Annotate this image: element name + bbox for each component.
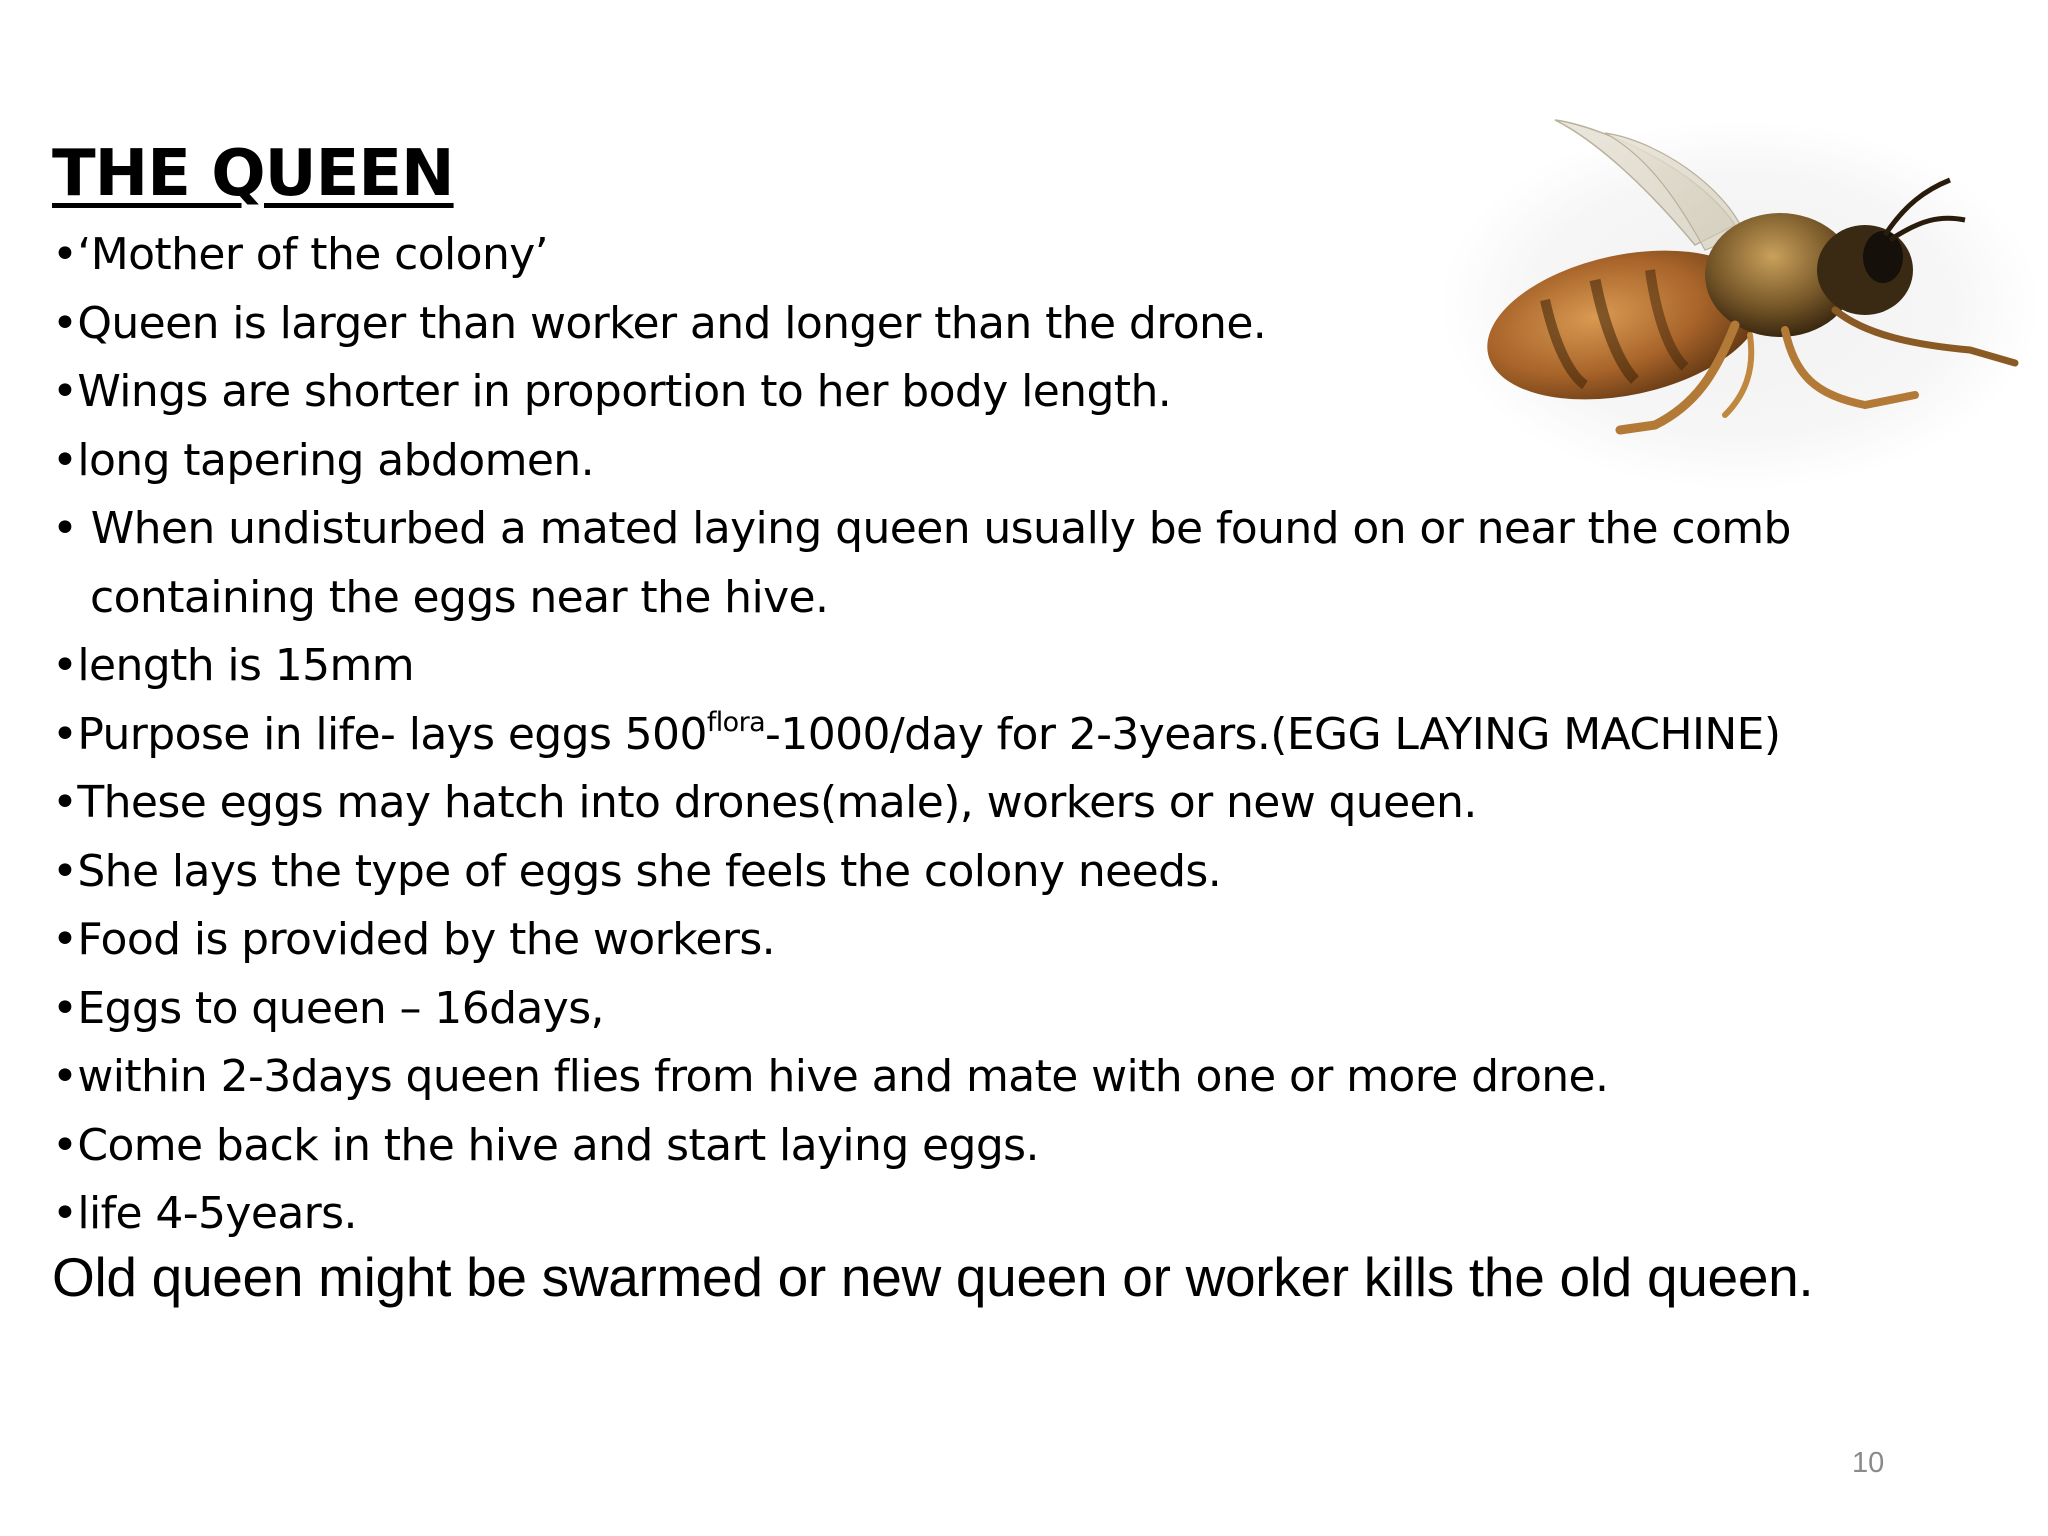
bullet-item: • When undisturbed a mated laying queen usually be found on or near the comb <box>52 503 1791 554</box>
egg-rate-prefix: •Purpose in life- lays eggs 500 <box>52 708 707 760</box>
bullet-item: •‘Mother of the colony’ <box>52 229 549 280</box>
slide-title: THE QUEEN <box>52 137 454 211</box>
egg-rate-suffix: -1000/day for 2-3years.(EGG LAYING MACHINE) <box>765 708 1781 760</box>
closing-line: Old queen might be swarmed or new queen or worker kills the old queen. <box>52 1246 1814 1308</box>
bullet-item: •Queen is larger than worker and longer than the drone. <box>52 297 1267 349</box>
queen-bee-photo-icon <box>1395 95 2045 495</box>
bullet-item: •long tapering abdomen. <box>52 434 594 486</box>
bullet-item: •She lays the type of eggs she feels the colony needs. <box>52 845 1222 897</box>
bullet-item: •These eggs may hatch into drones(male), workers or new queen. <box>52 777 1477 828</box>
bullet-item: •within 2-3days queen flies from hive and mate with one or more drone. <box>52 1051 1609 1102</box>
egg-rate-superscript: flora <box>706 706 766 738</box>
bullet-item: •life 4-5years. <box>52 1188 357 1239</box>
bullet-item: •Food is provided by the workers. <box>52 914 776 965</box>
bullet-item: •length is 15mm <box>52 640 415 691</box>
page-number: 10 <box>1852 1447 1885 1479</box>
bullet-item-egg-rate <box>52 701 2012 770</box>
bullet-item-continuation: containing the eggs near the hive. <box>90 571 829 623</box>
bullet-item: •Come back in the hive and start laying eggs. <box>52 1119 1039 1171</box>
bullet-item: •Eggs to queen – 16days, <box>52 982 604 1034</box>
bullet-item: •Wings are shorter in proportion to her body length. <box>52 366 1172 417</box>
